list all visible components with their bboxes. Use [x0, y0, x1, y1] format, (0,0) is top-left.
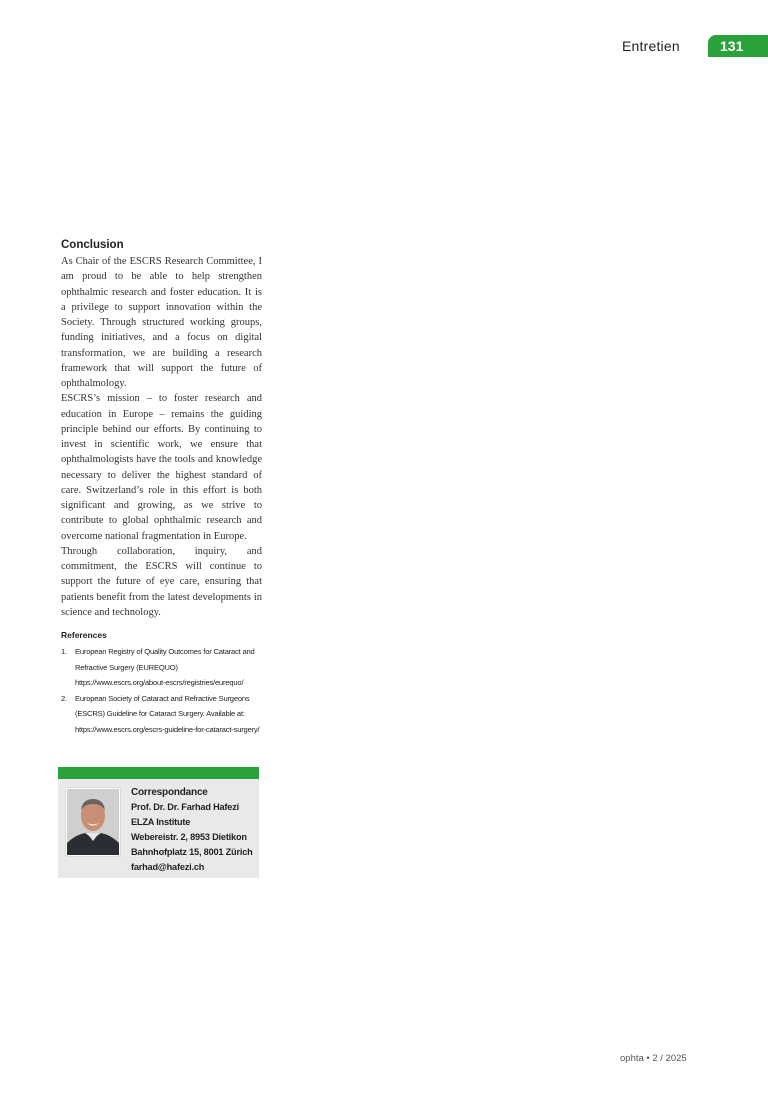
email-link[interactable]: farhad@hafezi.ch: [131, 862, 205, 872]
author-photo: [66, 788, 120, 856]
page-footer: ophta • 2 / 2025: [620, 1053, 687, 1064]
page-number-badge: 131: [708, 35, 768, 57]
article-column: [61, 238, 262, 737]
reference-text: European Registry of Quality Outcomes for Cataract and Refractive Surgery (EUREQUO) https://www.escrs.org/about-escrs/registries/eurequo/: [75, 647, 255, 687]
conclusion-heading: Conclusion: [61, 239, 124, 251]
paragraph-2: ESCRS’s mission – to foster research and education in Europe – remains the guiding principle behind our efforts. By continuing to invest in scientific work, we ensure that ophthalmologists have the tools and knowledge necessary to deliver the highest standard of care. Switzerland’s role in this effort is both significant and growing, as we strive to contribute to global ophthalmic research and overcome national fragmentation in Europe.: [61, 393, 262, 542]
address-line-1: Webereistr. 2, 8953 Dietikon: [131, 832, 247, 842]
reference-number: 2.: [61, 693, 67, 703]
address-line-2: Bahnhofplatz 15, 8001 Zürich: [131, 847, 253, 857]
reference-item: [61, 691, 262, 738]
correspondence-box: [58, 767, 259, 878]
reference-number: 1.: [61, 647, 67, 656]
correspondence-accent-bar: [58, 767, 259, 779]
institution: ELZA Institute: [131, 817, 191, 827]
references-list: [61, 644, 262, 737]
references-heading: References: [61, 630, 107, 640]
section-title: Entretien: [622, 38, 680, 54]
portrait-icon: [67, 789, 119, 855]
paragraph-1: As Chair of the ESCRS Research Committee, I am proud to be able to help strengthen ophthalmic research and foster education. It is a privilege to support innovation within the Society. Through structured working groups, funding initiatives, and a focus on digital transformation, we are building a research framework that will support the future of ophthalmology.: [61, 256, 262, 389]
reference-item: [61, 644, 262, 691]
correspondence-title: Correspondance: [131, 787, 208, 798]
reference-text: European Society of Cataract and Refractive Surgeons (ESCRS) Guideline for Cataract Surgery. Available at: https://www.escrs.org/escrs-guideline-for-cataract-surgery/: [75, 693, 260, 734]
author-name: Prof. Dr. Dr. Farhad Hafezi: [131, 802, 239, 812]
paragraph-3: Through collaboration, inquiry, and commitment, the ESCRS will continue to support the future of eye care, ensuring that patients benefit from the latest developments in science and technology.: [61, 545, 262, 618]
correspondence-details: [131, 785, 253, 875]
